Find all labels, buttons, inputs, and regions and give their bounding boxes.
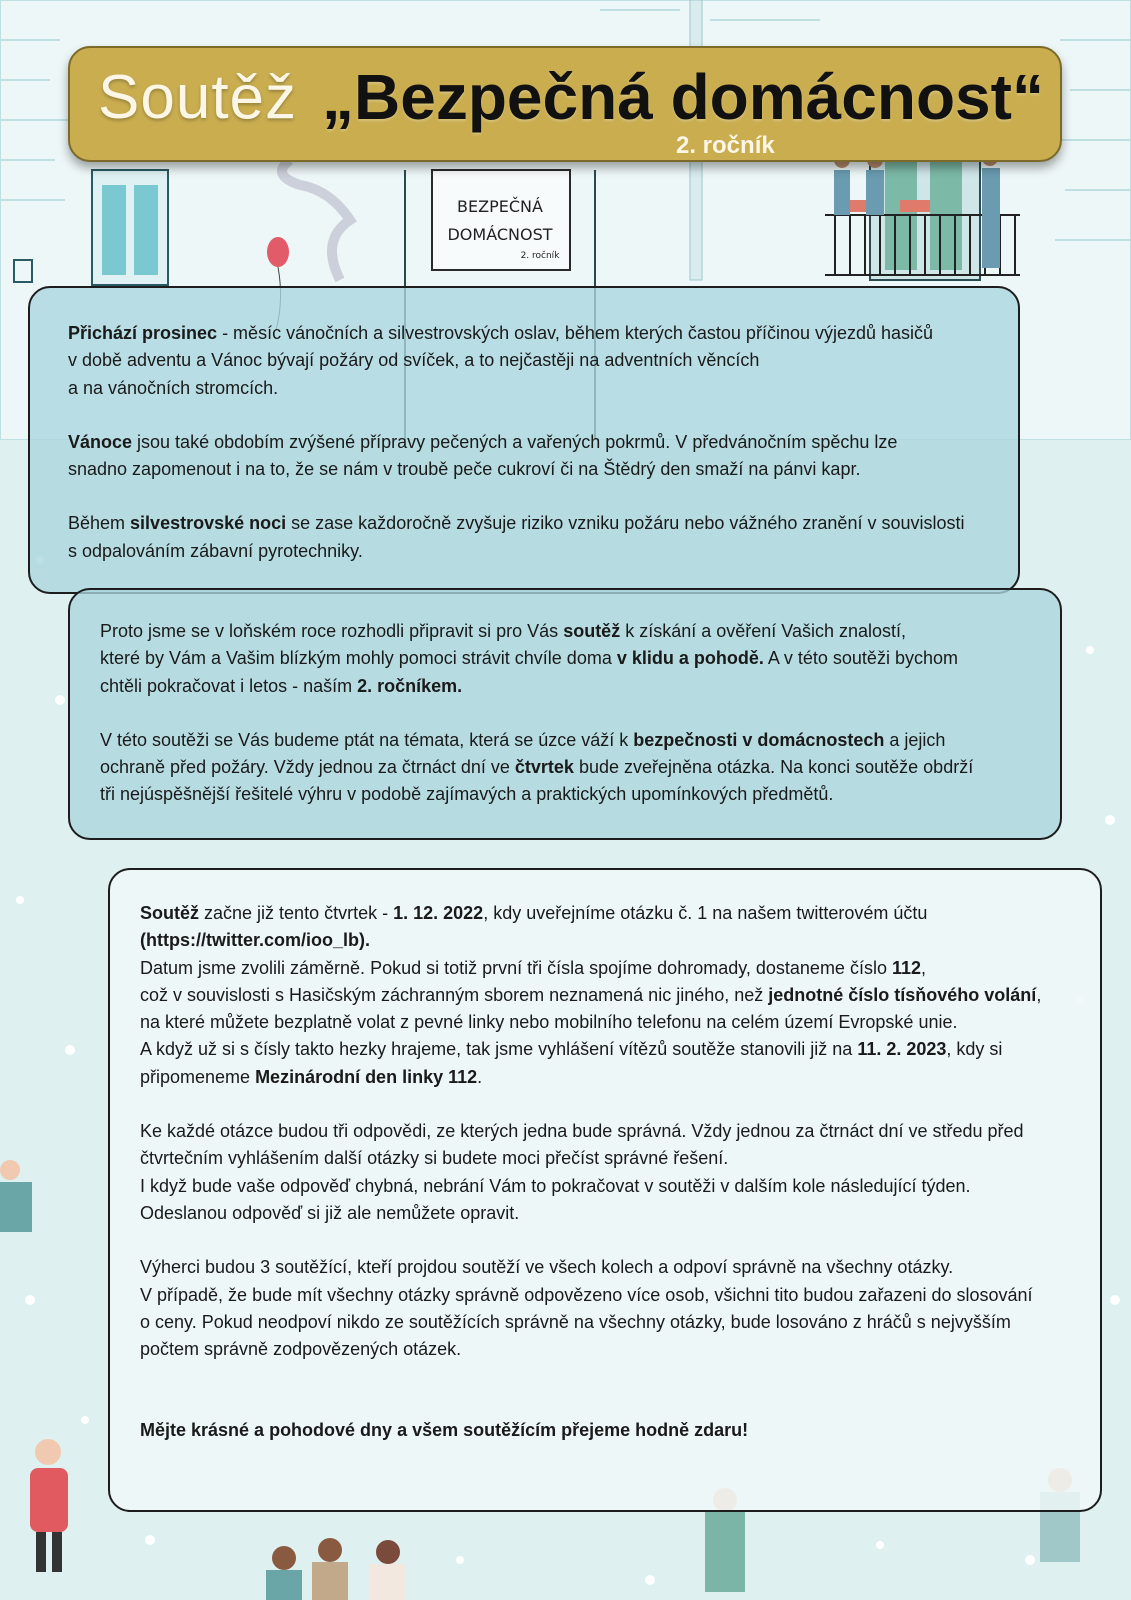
purpose-text: chtěli pokračovat i letos - naším bbox=[100, 675, 358, 696]
purpose-text: a jejich bbox=[884, 729, 946, 750]
rules-text: Výherci budou 3 soutěžící, kteří projdou soutěží ve všech kolech a odpoví správně na všechny otázky. bbox=[140, 1257, 954, 1278]
intro-text: snadno zapomenout i na to, že se nám v troubě peče cukroví či na Štědrý den smaží na pánvi kapr. bbox=[68, 459, 861, 480]
purpose-box bbox=[68, 588, 1062, 840]
intro-text: Během bbox=[68, 513, 131, 534]
intro-paragraph-3 bbox=[68, 510, 980, 565]
rules-text: , kdy si bbox=[946, 1039, 1003, 1060]
rules-text: o ceny. Pokud neodpoví nikdo ze soutěžících správně na všechny otázky, bude losováno z hráčů s nejvyšším bbox=[140, 1311, 1011, 1332]
purpose-bold: čtvrtek bbox=[514, 757, 574, 778]
page-subtitle: 2. ročník bbox=[676, 132, 775, 159]
intro-text: - měsíc vánočních a silvestrovských oslav, během kterých častou příčinou výjezdů hasičů bbox=[217, 323, 934, 343]
rules-text: Ke každé otázce budou tři odpovědi, ze kterých jedna bude správná. Vždy jednou za čtrnáct dní ve středu před bbox=[140, 1121, 1024, 1142]
intro-text: s odpalováním zábavní pyrotechniky. bbox=[68, 540, 363, 561]
rules-text: počtem správně zodpovězených otázek. bbox=[140, 1339, 462, 1360]
rules-bold: Soutěž bbox=[140, 903, 200, 923]
rules-text: A když už si s čísly takto hezky hrajeme, tak jsme vyhlášení vítězů soutěže stanovili již na bbox=[140, 1039, 858, 1060]
purpose-bold: soutěž bbox=[563, 621, 621, 641]
intro-bold-2: Vánoce bbox=[68, 431, 133, 452]
intro-box bbox=[28, 286, 1020, 594]
page-title: „Bezpečná domácnost“ bbox=[322, 61, 1044, 133]
rules-text: Datum jsme zvolili záměrně. Pokud si totiž první tři čísla spojíme dohromady, dostaneme číslo bbox=[140, 957, 892, 978]
rules-text: , bbox=[1036, 984, 1042, 1005]
purpose-text: ochraně před požáry. Vždy jednou za čtrnáct dní ve bbox=[100, 757, 515, 778]
intro-text: v době adventu a Vánoc bývají požáry od svíček, a to nejčastěji na adventních věncích bbox=[68, 350, 760, 371]
rules-box bbox=[108, 868, 1102, 1512]
intro-bold-3: silvestrovské noci bbox=[130, 513, 287, 534]
purpose-bold: bezpečnosti v domácnostech bbox=[633, 729, 885, 750]
sign-line-3: 2. ročník bbox=[520, 251, 560, 261]
purpose-text: Proto jsme se v loňském roce rozhodli připravit si pro Vás bbox=[100, 621, 564, 641]
purpose-text: tři nejúspěšnější řešitelé výhru v podobě zajímavých a praktických upomínkových předmětů. bbox=[100, 784, 834, 805]
purpose-text: V této soutěži se Vás budeme ptát na témata, která se úzce váží k bbox=[100, 729, 634, 750]
purpose-bold: v klidu a pohodě. bbox=[616, 648, 764, 669]
rules-bold: Mezinárodní den linky 112 bbox=[255, 1066, 478, 1087]
start-date: 1. 12. 2022 bbox=[393, 903, 484, 923]
rules-paragraph-winners bbox=[140, 1254, 1072, 1363]
intro-paragraph-1 bbox=[68, 320, 980, 402]
rules-text: což v souvislosti s Hasičským záchranným sborem neznamená nic jiného, než bbox=[140, 984, 769, 1005]
intro-text: a na vánočních stromcích. bbox=[68, 377, 279, 398]
purpose-text: bude zveřejněna otázka. Na konci soutěže obdrží bbox=[573, 757, 974, 778]
rules-text: na které můžete bezplatně volat z pevné linky nebo mobilního telefonu na celém území Evropské unie. bbox=[140, 1012, 958, 1033]
rules-text: začne již tento čtvrtek - bbox=[199, 903, 394, 923]
winners-date: 11. 2. 2023 bbox=[857, 1039, 947, 1060]
rules-text: I když bude vaše odpověď chybná, nebrání Vám to pokračovat v soutěži v dalším kole následující týden. bbox=[140, 1175, 971, 1196]
rules-paragraph-answers bbox=[140, 1118, 1072, 1227]
purpose-paragraph-1 bbox=[100, 618, 1030, 700]
rules-text: Odeslanou odpověď si již ale nemůžete opravit. bbox=[140, 1202, 520, 1223]
intro-text: se zase každoročně zvyšuje riziko vzniku požáru nebo vážného zranění v souvislosti bbox=[286, 513, 965, 534]
page-title-prefix: Soutěž bbox=[98, 63, 298, 132]
sign-line-1: BEZPEČNÁ bbox=[457, 197, 543, 216]
purpose-text: A v této soutěži bychom bbox=[763, 648, 958, 669]
rules-text: , bbox=[921, 957, 927, 978]
intro-paragraph-2 bbox=[68, 429, 980, 484]
purpose-text: k získání a ověření Vašich znalostí, bbox=[620, 621, 907, 641]
rules-text: V případě, že bude mít všechny otázky správně odpovězeno více osob, všichni tito budou zařazeni do slosování bbox=[140, 1284, 1033, 1305]
closing-bold: Mějte krásné a pohodové dny a všem soutěžícím přejeme hodně zdaru! bbox=[140, 1420, 749, 1441]
closing-line bbox=[140, 1417, 1072, 1444]
intro-text: jsou také obdobím zvýšené přípravy pečených a vařených pokrmů. V předvánočním spěchu lze bbox=[132, 431, 898, 452]
purpose-bold: 2. ročníkem. bbox=[357, 675, 463, 696]
rules-bold: jednotné číslo tísňového volání bbox=[768, 984, 1037, 1005]
purpose-paragraph-2 bbox=[100, 727, 1030, 809]
emergency-number: 112 bbox=[891, 957, 922, 978]
rules-paragraph-start bbox=[140, 900, 1072, 1091]
twitter-link[interactable]: (https://twitter.com/ioo_lb). bbox=[140, 930, 370, 951]
intro-bold-1: Přichází prosinec bbox=[68, 323, 218, 343]
purpose-text: které by Vám a Vašim blízkým mohly pomoci strávit chvíle doma bbox=[100, 648, 617, 669]
rules-text: čtvrtečním vyhlášením další otázky si budete moci přečíst správné řešení. bbox=[140, 1148, 729, 1169]
rules-text: . bbox=[477, 1066, 483, 1087]
sign-line-2: DOMÁCNOST bbox=[447, 225, 553, 244]
rules-text: , kdy uveřejníme otázku č. 1 na našem twitterovém účtu bbox=[483, 903, 928, 923]
rules-text: připomeneme bbox=[140, 1066, 256, 1087]
